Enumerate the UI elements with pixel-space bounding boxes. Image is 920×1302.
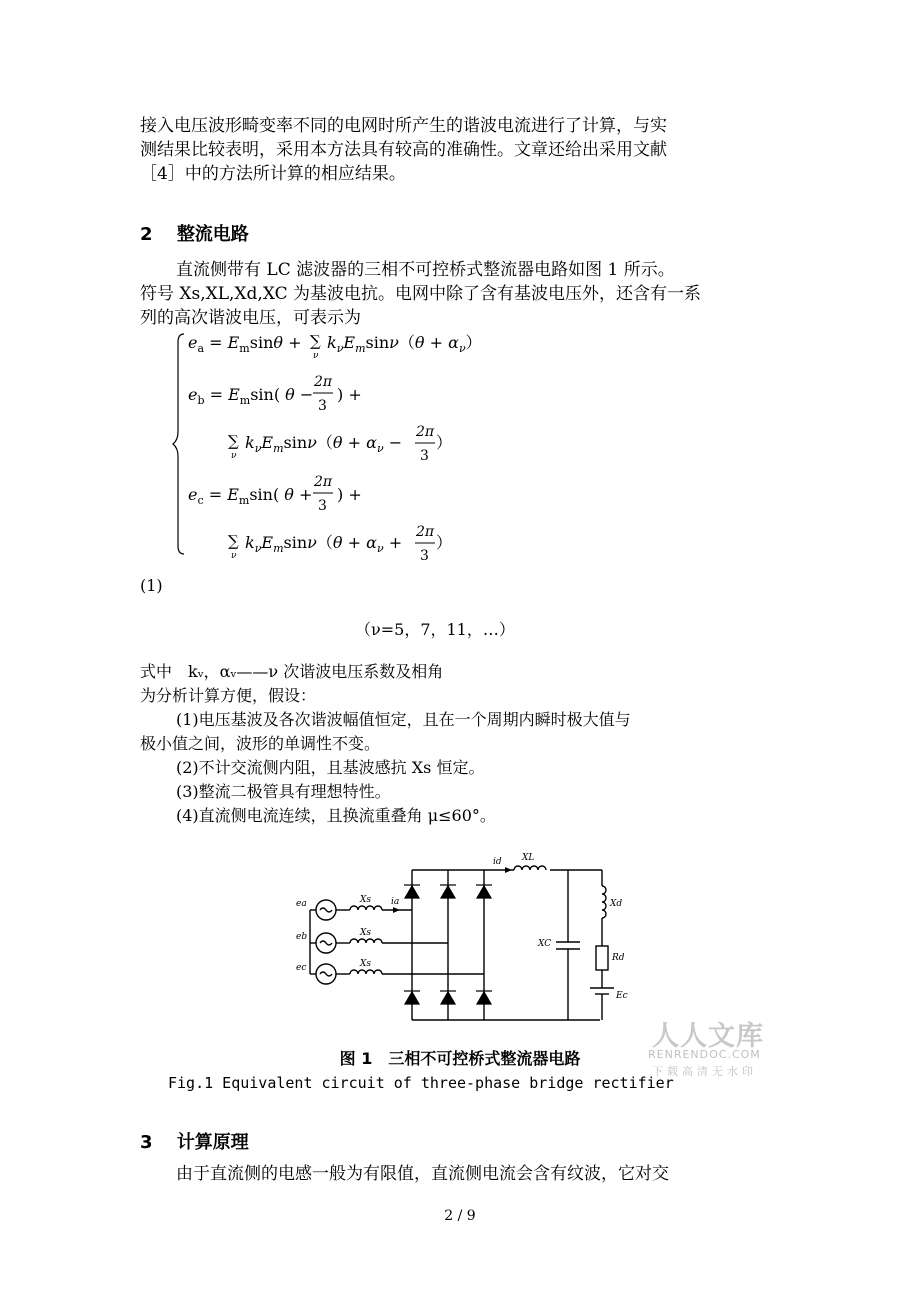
section-2-line-3: 列的高次谐波电压，可表示为 bbox=[140, 308, 361, 328]
assumption-3: (3)整流二极管具有理想特性。 bbox=[176, 782, 391, 801]
section-2-line-1: 直流侧带有 LC 滤波器的三相不可控桥式整流器电路如图 1 所示。 bbox=[176, 260, 675, 280]
svg-text:kνEmsinν（θ + αν +: $k_\nu E_m\sin\nu(\theta + \alpha_\nu$ + bbox=[245, 533, 403, 555]
where-definition: 式中 kᵥ，αᵥ——ν 次谐波电压系数及相角 bbox=[140, 662, 444, 681]
svg-text:ea = Emsinθ +: $e_a = E_m\sin\theta$ + bbox=[188, 333, 302, 355]
svg-text:3: 3 bbox=[420, 448, 429, 464]
watermark-slogan: 下载高清无水印 bbox=[652, 1065, 757, 1078]
svg-text:ν: ν bbox=[231, 451, 237, 461]
svg-text:3: 3 bbox=[318, 498, 327, 514]
svg-text:2π: 2π bbox=[314, 474, 333, 490]
label-ia: ia bbox=[391, 897, 400, 907]
svg-text:∑: ∑ bbox=[310, 332, 321, 350]
label-xd: Xd bbox=[610, 899, 623, 909]
svg-text:ν: ν bbox=[313, 351, 319, 361]
section-3-title: 计算原理 bbox=[176, 1132, 249, 1153]
svg-text:2π: 2π bbox=[314, 374, 333, 390]
section-3-paragraph bbox=[140, 1162, 800, 1186]
rectifier-circuit-diagram bbox=[290, 850, 630, 1035]
svg-text:) +: ) + bbox=[337, 485, 362, 504]
intro-paragraph bbox=[140, 114, 800, 186]
figure-caption-cn: 图 1 三相不可控桥式整流器电路 bbox=[339, 1049, 581, 1068]
equation-system bbox=[170, 328, 482, 564]
section-2-heading bbox=[140, 220, 249, 246]
section-2-paragraph bbox=[140, 258, 800, 330]
assumption-2: (2)不计交流侧内阻，且基波感抗 Xs 恒定。 bbox=[176, 758, 485, 777]
label-xl: XL bbox=[522, 853, 535, 863]
label-xs-c: Xs bbox=[360, 959, 372, 969]
section-3-number: 3 bbox=[140, 1132, 153, 1153]
svg-text:ν: ν bbox=[231, 551, 237, 561]
svg-text:) +: ) + bbox=[337, 385, 362, 404]
svg-text:2π: 2π bbox=[416, 524, 435, 540]
assumptions-block bbox=[140, 660, 800, 828]
section-2-line-2: 符号 Xs,XL,Xd,XC 为基波电抗。电网中除了含有基波电压外，还含有一系 bbox=[140, 284, 702, 304]
assumption-1b: 极小值之间，波形的单调性不变。 bbox=[140, 734, 381, 753]
intro-line-2: 测结果比较表明，采用本方法具有较高的准确性。文章还给出采用文献 bbox=[140, 140, 667, 160]
svg-text:）: ） bbox=[436, 433, 453, 452]
svg-text:）: ） bbox=[436, 533, 453, 552]
svg-text:3: 3 bbox=[318, 398, 327, 414]
intro-line-1: 接入电压波形畸变率不同的电网时所产生的谐波电流进行了计算，与实 bbox=[140, 116, 667, 136]
svg-text:kνEmsinν（θ + αν −: $k_\nu E_m\sin\nu(\theta + \alpha_\nu$ − bbox=[245, 433, 403, 455]
section-3-line-1: 由于直流侧的电感一般为有限值，直流侧电流会含有纹波，它对交 bbox=[176, 1164, 669, 1184]
label-ec: ec bbox=[296, 963, 307, 973]
label-ea: ea bbox=[296, 899, 307, 909]
watermark-domain: RENRENDOC.COM bbox=[648, 1048, 761, 1061]
figure-caption-en: Fig.1 Equivalent circuit of three-phase bridge rectifier bbox=[168, 1074, 674, 1092]
svg-text:ec = Emsin( θ +: $e_c = E_m\sin$( θ + bbox=[188, 485, 313, 507]
section-2-number: 2 bbox=[140, 224, 153, 245]
svg-text:3: 3 bbox=[420, 548, 429, 564]
svg-text:∑: ∑ bbox=[228, 532, 239, 550]
label-xc: XC bbox=[538, 939, 552, 949]
svg-text:2π: 2π bbox=[416, 424, 435, 440]
label-eb: eb bbox=[296, 932, 308, 942]
svg-text:kνEmsinν（θ + αν）: $k_\nu E_m\sin\nu(\theta + \alpha_\nu)$ bbox=[327, 333, 482, 355]
label-xs-b: Xs bbox=[360, 928, 372, 938]
section-2-title: 整流电路 bbox=[176, 224, 249, 245]
label-ec-battery: Ec bbox=[616, 991, 628, 1001]
assumption-intro: 为分析计算方便，假设： bbox=[140, 686, 317, 705]
intro-line-3: ［4］中的方法所计算的相应结果。 bbox=[140, 164, 406, 184]
harmonic-order-range: （ν=5，7，11，…） bbox=[355, 620, 515, 639]
section-3-heading bbox=[140, 1128, 249, 1154]
assumption-4: (4)直流侧电流连续，且换流重叠角 μ≤60°。 bbox=[176, 806, 496, 825]
watermark-brand: 人人文库 bbox=[652, 1021, 764, 1052]
label-xs-a: Xs bbox=[360, 895, 372, 905]
svg-text:∑: ∑ bbox=[228, 432, 239, 450]
equation-number: (1) bbox=[140, 576, 163, 595]
label-rd: Rd bbox=[612, 953, 625, 963]
svg-text:eb = Emsin( θ −: $e_b = E_m\sin$( θ − bbox=[188, 385, 314, 407]
label-id: id bbox=[493, 857, 502, 867]
page-number: 2 / 9 bbox=[444, 1208, 476, 1224]
assumption-1a: (1)电压基波及各次谐波幅值恒定，且在一个周期内瞬时极大值与 bbox=[176, 710, 631, 729]
